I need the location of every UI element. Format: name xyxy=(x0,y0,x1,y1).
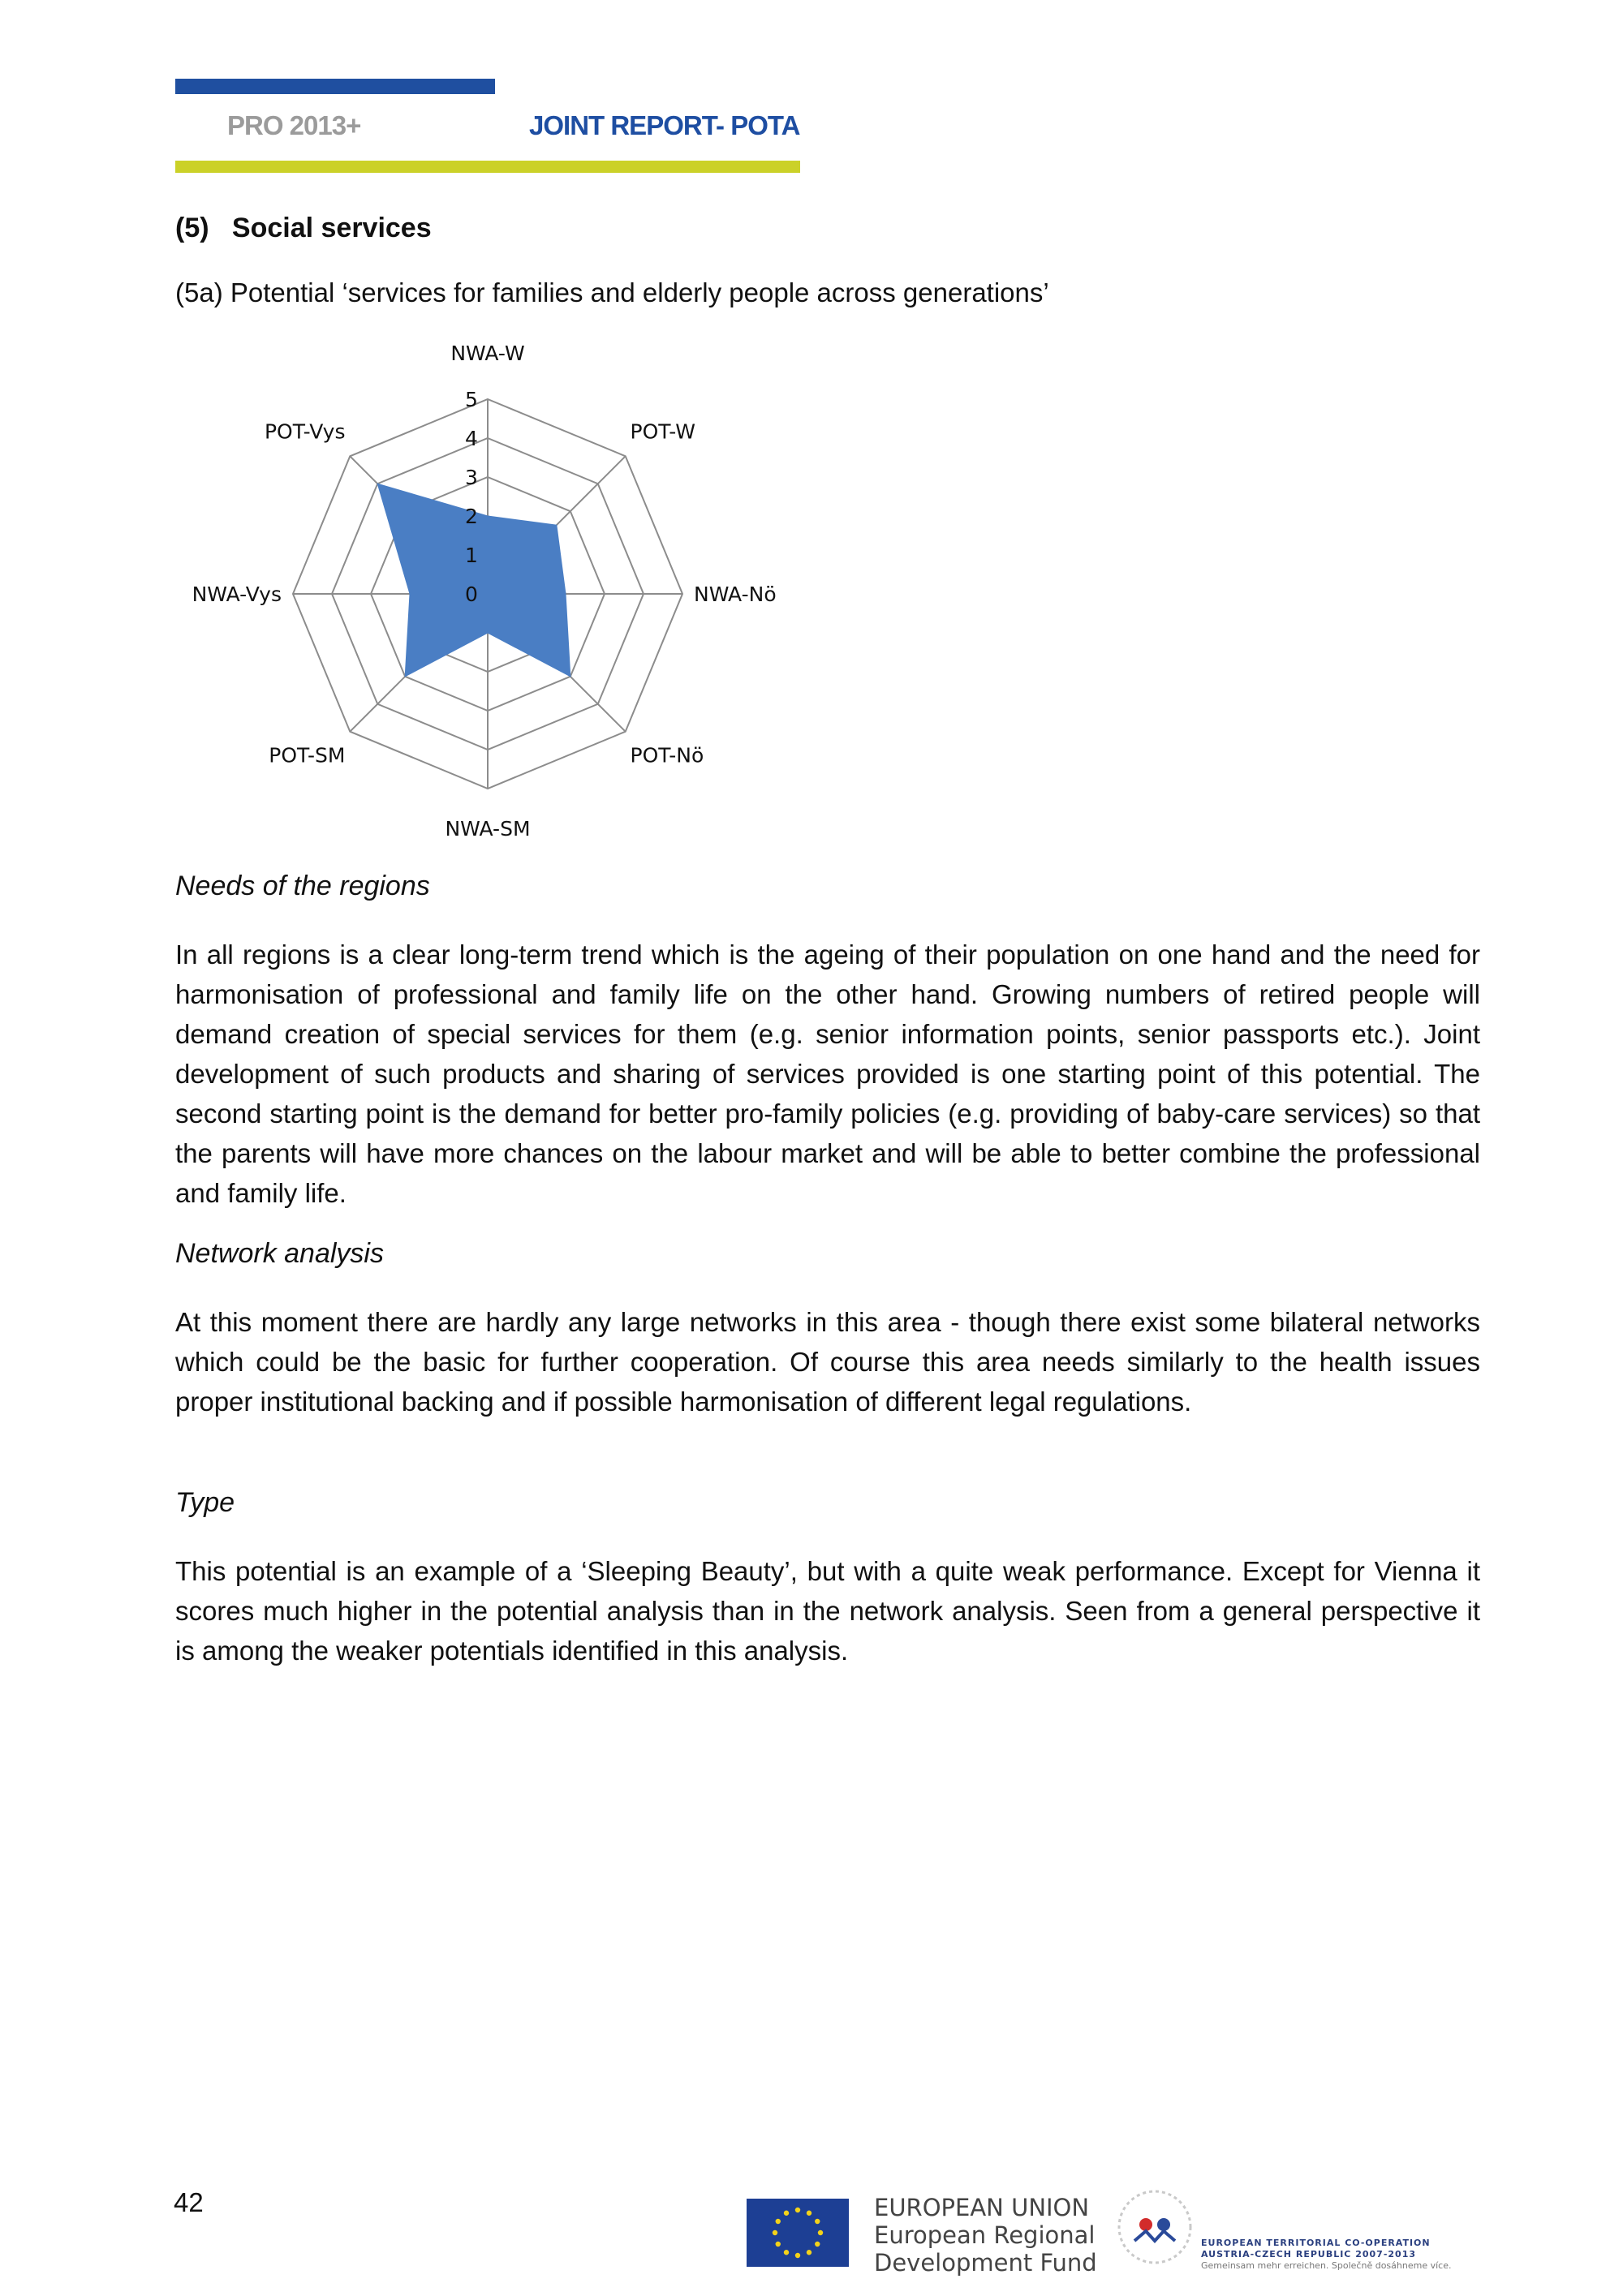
radar-tick-label: 3 xyxy=(465,466,478,489)
heading-needs: Needs of the regions xyxy=(175,871,430,901)
radar-data-point xyxy=(405,676,406,677)
header-right-title: JOINT REPORT- POTA xyxy=(529,110,800,140)
subsection-title: (5a) Potential ‘services for families and elderly people across generations’ xyxy=(175,277,1049,307)
eu-star xyxy=(784,2250,789,2255)
radar-tick-label: 1 xyxy=(465,544,478,567)
radar-tick-label: 0 xyxy=(465,583,478,606)
eu-star xyxy=(807,2211,812,2216)
eu-star xyxy=(815,2242,820,2247)
radar-category-label: NWA-Vys xyxy=(192,583,282,606)
header-blue-bar xyxy=(175,79,495,94)
eu-line-1: EUROPEAN UNION xyxy=(874,2194,1090,2221)
radar-tick-label: 4 xyxy=(465,427,478,450)
radar-category-label: POT-Nö xyxy=(630,743,704,767)
radar-data-point xyxy=(410,594,411,595)
radar-tick-label: 5 xyxy=(465,388,478,411)
eu-line-3: Development Fund xyxy=(874,2249,1097,2277)
eu-star xyxy=(784,2211,789,2216)
eu-star xyxy=(773,2230,777,2235)
radar-category-label: POT-W xyxy=(630,419,695,444)
paragraph-network-analysis: At this moment there are hardly any large networks in this area - though there exist some bilateral networks which could be the basic for further cooperation. Of course this area needs similarly to the health issues proper institutional backing and if possible harmonisation of different legal regulations. xyxy=(175,1307,1480,1417)
radar-category-label: NWA-W xyxy=(450,342,525,365)
eu-stars-icon xyxy=(747,2199,849,2267)
radar-data-point xyxy=(556,525,557,526)
paragraph-needs: In all regions is a clear long-term trend which is the ageing of their population on one hand and the need for harmonisation of professional and family life on the other hand. Growing numbers of retired people will demand creation of special services for them (e.g. senior information points, senior passports etc.). Joint development of such products and sharing of services provided is one starting point of this potential. The second starting point is the demand for better pro-family policies (e.g. providing of baby-care services) so that the parents will have more chances on the labour market and will be able to better combine the professional and family life. xyxy=(175,939,1480,1208)
eu-star xyxy=(795,2253,800,2258)
eu-line-2: European Regional xyxy=(874,2221,1096,2249)
radar-data-point xyxy=(488,633,489,634)
ete-line-1: EUROPEAN TERRITORIAL CO-OPERATION xyxy=(1201,2238,1431,2248)
header-left-title: PRO 2013+ xyxy=(227,110,361,140)
ete-line-3: Gemeinsam mehr erreichen. Společně dosáhneme více. xyxy=(1201,2260,1452,2271)
radar-category-label: POT-Vys xyxy=(264,419,346,444)
eu-flag-logo xyxy=(747,2199,849,2267)
eu-star xyxy=(807,2250,812,2255)
eu-star xyxy=(776,2219,781,2224)
eu-star xyxy=(795,2208,800,2212)
paragraph-type: This potential is an example of a ‘Sleeping Beauty’, but with a quite weak performance. Except for Vienna it scores much higher in the potential analysis than in the network analysis. Seen from a general perspective it is among the weaker potentials identified in this analysis. xyxy=(175,1556,1480,1666)
radar-category-label: NWA-Nö xyxy=(694,583,777,606)
section-title: (5) Social services xyxy=(175,213,432,243)
radar-tick-label: 2 xyxy=(465,505,478,528)
heading-type: Type xyxy=(175,1487,235,1518)
eu-star xyxy=(818,2230,823,2235)
radar-category-label: NWA-SM xyxy=(445,817,531,841)
eu-star xyxy=(776,2242,781,2247)
ete-line-2: AUSTRIA-CZECH REPUBLIC 2007-2013 xyxy=(1201,2249,1417,2259)
radar-data-point xyxy=(488,516,489,517)
heading-network-analysis: Network analysis xyxy=(175,1238,384,1269)
header-yellow-bar xyxy=(175,161,800,173)
cz-at-cooperation-logo xyxy=(1110,2182,1199,2272)
radar-chart xyxy=(162,341,828,844)
eu-star xyxy=(815,2219,820,2224)
radar-category-label: POT-SM xyxy=(269,743,346,767)
ete-text-block xyxy=(1201,2238,1451,2272)
eu-text-block xyxy=(874,2194,1097,2277)
page-number: 42 xyxy=(174,2187,204,2217)
